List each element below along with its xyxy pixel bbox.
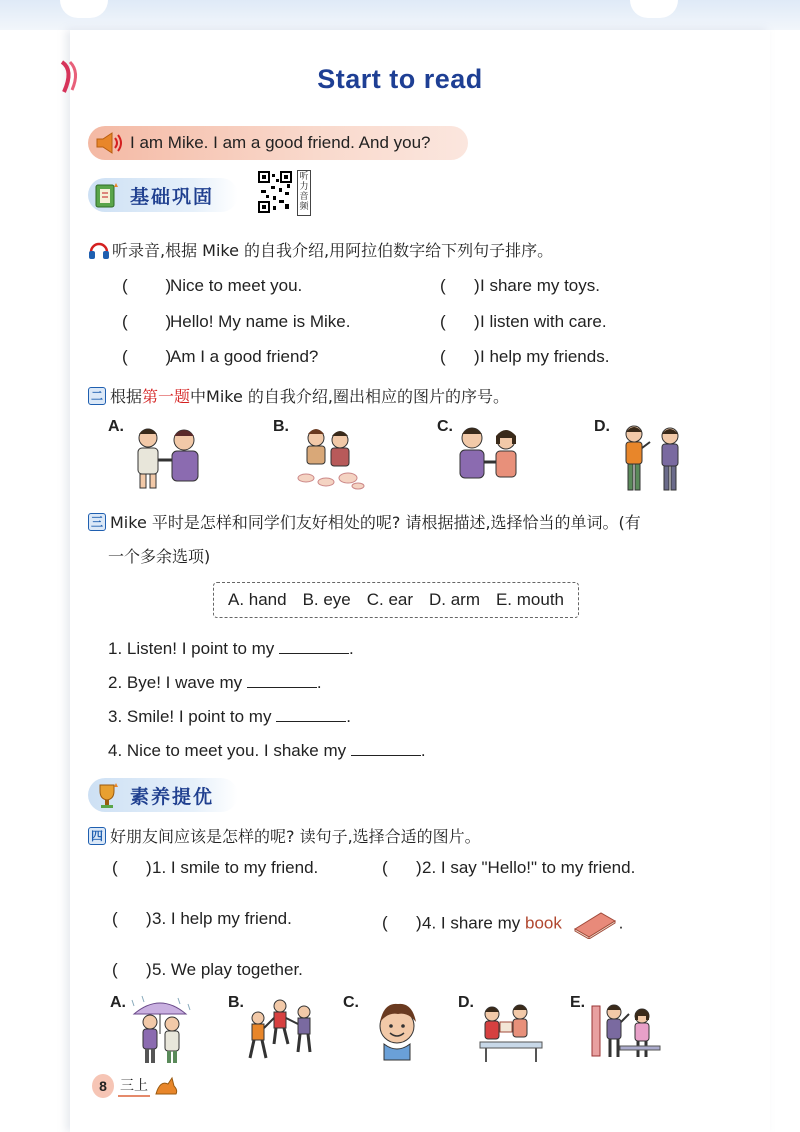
answer-blank[interactable]: [279, 638, 349, 654]
question-2-text: 中Mike 的自我介绍,圈出相应的图片的序号。: [190, 387, 509, 406]
question-number-badge: 二: [88, 387, 106, 405]
picture-play-together[interactable]: [246, 996, 320, 1066]
fox-icon: [154, 1076, 178, 1096]
word-option: D. arm: [429, 590, 480, 609]
q1-sentence: Am I a good friend?: [170, 347, 319, 366]
qr-code-icon[interactable]: [257, 170, 293, 214]
headphones-icon: [88, 240, 110, 260]
answer-blank[interactable]: [276, 706, 346, 722]
word-option: A. hand: [227, 590, 287, 609]
q1-item-left-2: [122, 312, 350, 332]
answer-blank[interactable]: [351, 740, 421, 756]
picture-label[interactable]: B.: [228, 994, 244, 1011]
trophy-icon: [94, 781, 120, 809]
q1-sentence: Nice to meet you.: [170, 276, 303, 295]
q4-sentence: 3. I help my friend.: [152, 909, 292, 928]
q3-sentence-text: 2. Bye! I wave my: [108, 673, 243, 692]
picture-smiling-boy[interactable]: [372, 1000, 422, 1064]
q1-item-left-3: [122, 347, 318, 367]
q1-item-left-1: [122, 276, 302, 296]
word-option: C. ear: [366, 590, 414, 609]
q1-sentence: I listen with care.: [480, 312, 607, 331]
section-advanced-label: 素养提优: [130, 785, 215, 808]
q3-sentence-end: .: [420, 741, 426, 760]
picture-label[interactable]: A.: [108, 418, 124, 435]
answer-parenthesis[interactable]: ( ): [440, 347, 480, 366]
book-icon: [571, 909, 619, 939]
section-basic-label: 基础巩固: [130, 185, 215, 208]
question-1-text: 听录音,根据 Mike 的自我介绍,用阿拉伯数字给下列句子排序。: [112, 241, 554, 260]
answer-parenthesis[interactable]: ( ): [122, 312, 172, 331]
question-3-text: 一个多余选项): [108, 547, 211, 566]
qr-caption: [297, 170, 311, 216]
question-2-heading: [88, 384, 509, 407]
picture-umbrella-help[interactable]: [128, 994, 194, 1066]
picture-sharing-toys[interactable]: [292, 424, 368, 492]
picture-label[interactable]: A.: [110, 994, 126, 1011]
q4-sentence: 2. I say "Hello!" to my friend.: [422, 858, 636, 877]
question-1-heading: [88, 238, 553, 261]
answer-parenthesis[interactable]: ( ): [382, 858, 422, 877]
picture-label[interactable]: C.: [437, 418, 453, 435]
q1-item-right-1: [440, 276, 600, 296]
question-2-highlight: 第一题: [142, 387, 191, 406]
question-4-heading: [88, 824, 481, 847]
qr-caption-char: 力: [299, 182, 309, 192]
q4-item-5: [112, 960, 303, 980]
page-footer: [92, 1074, 178, 1098]
question-number-badge: 三: [88, 513, 106, 531]
q1-sentence: I share my toys.: [480, 276, 600, 295]
question-number-badge: 四: [88, 827, 106, 845]
answer-blank[interactable]: [247, 672, 317, 688]
grade-label: 三上: [118, 1075, 150, 1097]
answer-parenthesis[interactable]: ( ): [122, 347, 172, 366]
answer-parenthesis[interactable]: ( ): [440, 312, 480, 331]
q1-sentence: I help my friends.: [480, 347, 610, 366]
qr-caption-char: 音: [299, 192, 309, 202]
answer-parenthesis[interactable]: ( ): [112, 909, 152, 928]
top-band: [0, 0, 800, 30]
answer-parenthesis[interactable]: ( ): [122, 276, 172, 295]
question-3-heading-cont: [108, 544, 210, 567]
q1-sentence: Hello! My name is Mike.: [170, 312, 351, 331]
question-3-heading: [88, 510, 641, 533]
q4-item-2: [382, 858, 635, 878]
cloud-decoration: [60, 0, 108, 18]
q4-item-4: [382, 909, 623, 939]
page-title: Start to read: [317, 64, 483, 94]
q3-sentence-2: [108, 672, 322, 693]
question-4-text: 好朋友间应该是怎样的呢? 读句子,选择合适的图片。: [110, 827, 481, 846]
picture-label[interactable]: D.: [594, 418, 610, 435]
answer-parenthesis[interactable]: ( ): [112, 858, 152, 877]
picture-label[interactable]: E.: [570, 994, 586, 1011]
picture-sharing-book[interactable]: [476, 996, 546, 1066]
picture-label[interactable]: B.: [273, 418, 289, 435]
speaker-icon: [94, 130, 124, 156]
q4-sentence: 1. I smile to my friend.: [152, 858, 319, 877]
picture-greeting-friends[interactable]: [590, 996, 662, 1066]
cloud-decoration: [630, 0, 678, 18]
picture-handshake-girl[interactable]: [454, 424, 526, 490]
q3-sentence-4: [108, 740, 426, 761]
picture-label[interactable]: C.: [343, 994, 359, 1011]
q4-item-3: [112, 909, 292, 929]
q4-sentence: 5. We play together.: [152, 960, 303, 979]
q1-item-right-2: [440, 312, 607, 332]
intro-banner: [88, 126, 468, 160]
q3-sentence-end: .: [349, 639, 354, 658]
q3-sentence-end: .: [316, 673, 322, 692]
word-bank: [213, 582, 579, 618]
question-2-text: 根据: [110, 387, 143, 406]
q3-sentence-text: 1. Listen! I point to my: [108, 639, 275, 658]
answer-parenthesis[interactable]: ( ): [382, 913, 422, 933]
picture-label[interactable]: D.: [458, 994, 474, 1011]
answer-parenthesis[interactable]: ( ): [440, 276, 480, 295]
q3-sentence-text: 4. Nice to meet you. I shake my: [108, 741, 347, 760]
q4-book-word: book: [524, 913, 562, 933]
intro-text: I am Mike. I am a good friend. And you?: [130, 133, 431, 152]
q4-sentence-end: .: [618, 913, 624, 933]
q3-sentence-text: 3. Smile! I point to my: [108, 707, 272, 726]
qr-caption-char: 频: [299, 202, 309, 212]
picture-pointing-boys[interactable]: [620, 424, 690, 494]
notebook-icon: [94, 181, 120, 209]
page-number: 8: [92, 1074, 114, 1098]
q3-sentence-3: [108, 706, 351, 727]
q1-item-right-3: [440, 347, 609, 367]
word-option: B. eye: [302, 590, 351, 609]
answer-parenthesis[interactable]: ( ): [112, 960, 152, 979]
q3-sentence-end: .: [346, 707, 351, 726]
section-advanced-tag: [88, 778, 238, 812]
q4-item-1: [112, 858, 318, 878]
word-option: E. mouth: [495, 590, 565, 609]
question-3-text: Mike 平时是怎样和同学们友好相处的呢? 请根据描述,选择恰当的单词。(有: [110, 513, 641, 532]
qr-caption-char: 听: [299, 172, 309, 182]
q3-sentence-1: [108, 638, 354, 659]
q4-sentence: 4. I share my: [422, 913, 525, 933]
picture-shaking-hands[interactable]: [124, 424, 216, 490]
section-basic-tag: [88, 178, 238, 212]
